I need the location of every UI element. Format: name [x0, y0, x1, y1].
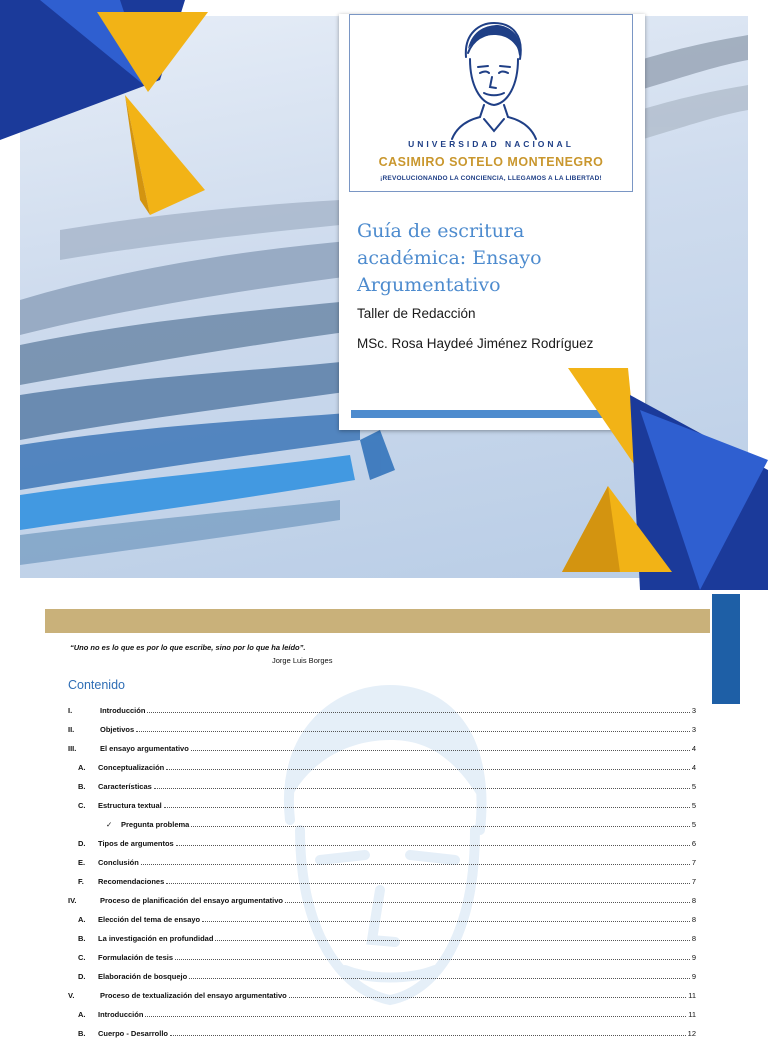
epigraph-author: Jorge Luis Borges: [272, 656, 333, 665]
toc-entry-number: II.: [68, 725, 75, 734]
toc-entry-label: Introducción: [100, 706, 146, 715]
toc-leader-dots: [202, 921, 690, 922]
header-tab: [712, 594, 740, 704]
toc-list: [68, 696, 696, 1038]
toc-leader-dots: [189, 978, 690, 979]
toc-entry-page: 8: [691, 915, 696, 924]
toc-leader-dots: [289, 997, 686, 998]
toc-leader-dots: [176, 845, 690, 846]
toc-entry-page: 8: [691, 896, 696, 905]
toc-entry-label: El ensayo argumentativo: [100, 744, 189, 753]
document-subtitle: Taller de Redacción: [357, 306, 476, 321]
toc-entry-label: Cuerpo - Desarrollo: [98, 1029, 169, 1038]
toc-entry-number: B.: [78, 934, 86, 943]
toc-entry[interactable]: [68, 962, 696, 981]
toc-leader-dots: [285, 902, 690, 903]
toc-entry-label: Proceso de planificación del ensayo argumentativo: [100, 896, 283, 905]
toc-entry[interactable]: [68, 772, 696, 791]
toc-entry[interactable]: [68, 753, 696, 772]
toc-entry-page: 9: [691, 953, 696, 962]
toc-entry-page: 4: [691, 763, 696, 772]
university-prefix: UNIVERSIDAD NACIONAL: [408, 139, 574, 149]
cover-card: [339, 14, 645, 430]
toc-leader-dots: [170, 1035, 686, 1036]
toc-entry-number: F.: [78, 877, 84, 886]
toc-leader-dots: [141, 864, 690, 865]
toc-entry-label: Características: [98, 782, 152, 791]
toc-entry-page: 3: [691, 725, 696, 734]
toc-entry[interactable]: [68, 1000, 696, 1019]
toc-entry-label: Formulación de tesis: [98, 953, 174, 962]
toc-entry-number: IV.: [68, 896, 77, 905]
toc-entry[interactable]: [68, 848, 696, 867]
toc-entry-number: I.: [68, 706, 73, 715]
toc-leader-dots: [215, 940, 689, 941]
toc-entry-page: 12: [687, 1029, 696, 1038]
toc-entry[interactable]: [68, 810, 696, 829]
toc-entry-number: A.: [78, 763, 86, 772]
toc-entry-number: A.: [78, 1010, 86, 1019]
toc-entry-page: 6: [691, 839, 696, 848]
toc-entry[interactable]: [68, 905, 696, 924]
table-of-contents-page: [0, 590, 768, 1038]
toc-entry-label: Conclusión: [98, 858, 139, 867]
toc-entry[interactable]: [68, 829, 696, 848]
header-band: [45, 609, 710, 633]
toc-entry-label: Tipos de argumentos: [98, 839, 174, 848]
toc-entry[interactable]: [68, 791, 696, 810]
toc-entry-number: III.: [68, 744, 77, 753]
toc-leader-dots: [145, 1016, 686, 1017]
toc-entry[interactable]: [68, 1019, 696, 1038]
toc-entry-number: C.: [78, 953, 86, 962]
toc-entry-label: Pregunta problema: [121, 820, 190, 829]
toc-entry-label: Elección del tema de ensayo: [98, 915, 201, 924]
toc-entry-number: A.: [78, 915, 86, 924]
toc-leader-dots: [164, 807, 690, 808]
toc-entry[interactable]: [68, 943, 696, 962]
card-accent-bar: [351, 410, 635, 418]
toc-entry-number: ✓: [106, 820, 113, 829]
toc-entry[interactable]: [68, 924, 696, 943]
toc-entry-page: 5: [691, 820, 696, 829]
toc-entry-page: 4: [691, 744, 696, 753]
toc-leader-dots: [147, 712, 689, 713]
document-author: MSc. Rosa Haydeé Jiménez Rodríguez: [357, 336, 594, 351]
toc-heading: Contenido: [68, 678, 125, 692]
toc-entry-number: C.: [78, 801, 86, 810]
toc-entry-number: V.: [68, 991, 75, 1000]
toc-entry[interactable]: [68, 886, 696, 905]
university-logo: [349, 14, 633, 192]
university-motto: ¡REVOLUCIONANDO LA CONCIENCIA, LLEGAMOS A LA LIBERTAD!: [380, 175, 602, 182]
toc-leader-dots: [154, 788, 690, 789]
toc-entry-number: D.: [78, 972, 86, 981]
toc-entry-label: Conceptualización: [98, 763, 165, 772]
toc-entry-page: 7: [691, 877, 696, 886]
toc-entry-label: Objetivos: [100, 725, 135, 734]
toc-leader-dots: [166, 769, 690, 770]
toc-entry-page: 8: [691, 934, 696, 943]
toc-entry-label: Recomendaciones: [98, 877, 165, 886]
toc-entry[interactable]: [68, 715, 696, 734]
toc-entry-label: Introducción: [98, 1010, 144, 1019]
toc-entry-page: 11: [688, 1010, 696, 1019]
document-title: Guía de escritura académica: Ensayo Argumentativo: [357, 220, 542, 296]
toc-entry-label: Proceso de textualización del ensayo argumentativo: [100, 991, 287, 1000]
toc-entry[interactable]: [68, 696, 696, 715]
toc-entry-label: Elaboración de bosquejo: [98, 972, 188, 981]
toc-entry-page: 5: [691, 782, 696, 791]
toc-leader-dots: [191, 826, 689, 827]
toc-entry-label: Estructura textual: [98, 801, 162, 810]
toc-entry-page: 5: [691, 801, 696, 810]
toc-entry-page: 7: [691, 858, 696, 867]
toc-leader-dots: [136, 731, 690, 732]
toc-entry-number: D.: [78, 839, 86, 848]
toc-entry[interactable]: [68, 981, 696, 1000]
portrait-icon: [444, 19, 540, 139]
toc-entry-page: 3: [691, 706, 696, 715]
toc-entry[interactable]: [68, 734, 696, 753]
toc-entry-number: B.: [78, 782, 86, 791]
toc-entry-page: 11: [688, 991, 696, 1000]
university-name: CASIMIRO SOTELO MONTENEGRO: [378, 155, 604, 169]
toc-entry-number: B.: [78, 1029, 86, 1038]
toc-leader-dots: [175, 959, 690, 960]
toc-entry-number: E.: [78, 858, 86, 867]
toc-entry[interactable]: [68, 867, 696, 886]
toc-leader-dots: [166, 883, 690, 884]
toc-leader-dots: [191, 750, 690, 751]
epigraph-quote: “Uno no es lo que es por lo que escribe, sino por lo que ha leído”.: [70, 643, 306, 652]
toc-entry-page: 9: [691, 972, 696, 981]
toc-entry-label: La investigación en profundidad: [98, 934, 214, 943]
